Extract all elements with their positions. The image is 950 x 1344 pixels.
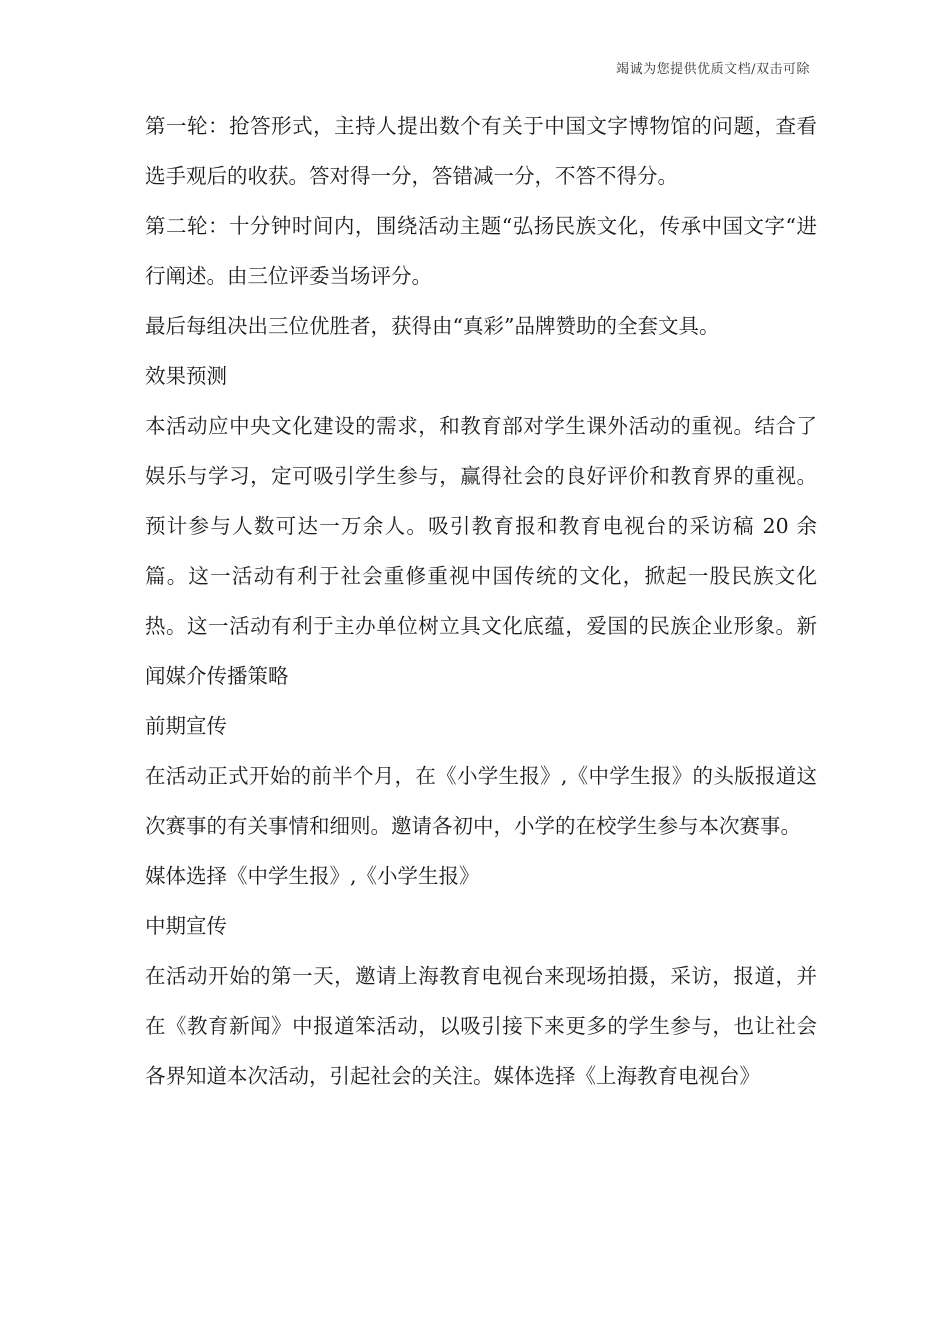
- paragraph-effect-prediction: 本活动应中央文化建设的需求，和教育部对学生课外活动的重视。结合了娱乐与学习，定可吸引学生参与，赢得社会的良好评价和教育界的重视。预计参与人数可达一万余人。吸引教育报和教育电视台的采访稿 20 余篇。这一活动有利于社会重修重视中国传统的文化，掀起一股民族文化热。这一活动有利于主办单位树立具文化底蕴，爱国的民族企业形象。新闻媒介传播策略: [145, 414, 817, 688]
- heading-mid-promotion: 中期宣传: [145, 914, 227, 938]
- header-note: 竭诚为您提供优质文档/双击可除: [616, 62, 810, 77]
- paragraph-round-two: 第二轮：十分钟时间内，围绕活动主题“弘扬民族文化，传承中国文字“进行阐述。由三位评委当场评分。: [145, 214, 817, 288]
- paragraph-media-choice: 媒体选择《中学生报》,《小学生报》: [145, 864, 480, 888]
- paragraph-early-promotion: 在活动正式开始的前半个月，在《小学生报》,《中学生报》的头版报道这次赛事的有关事情和细则。邀请各初中，小学的在校学生参与本次赛事。: [145, 764, 817, 838]
- paragraph-winners: 最后每组决出三位优胜者，获得由“真彩”品牌赞助的全套文具。: [145, 314, 720, 338]
- paragraph-mid-promotion: 在活动开始的第一天，邀请上海教育电视台来现场拍摄，采访，报道，并在《教育新闻》中报道笨活动，以吸引接下来更多的学生参与，也让社会各界知道本次活动，引起社会的关注。媒体选择《上海教育电视台》: [145, 964, 817, 1088]
- heading-early-promotion: 前期宣传: [145, 714, 227, 738]
- paragraph-round-one: 第一轮：抢答形式，主持人提出数个有关于中国文字博物馆的问题，查看选手观后的收获。答对得一分，答错减一分，不答不得分。: [145, 114, 817, 188]
- document-body: [145, 101, 817, 1101]
- heading-effect-prediction: 效果预测: [145, 364, 227, 388]
